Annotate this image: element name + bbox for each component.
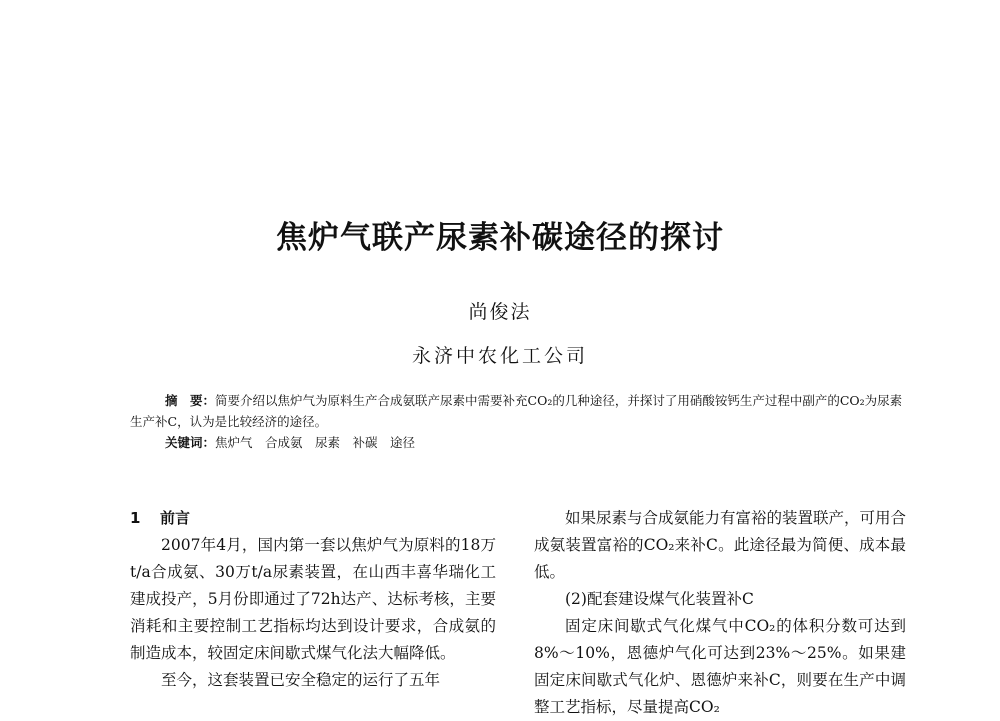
author-name: 尚俊法 <box>468 301 532 323</box>
body-paragraph: 2007年4月，国内第一套以焦炉气为原料的18万t/a合成氨、30万t/a尿素装置，在山西丰喜华瑞化工建成投产，5月份即通过了72h达产、达标考核，主要消耗和主要控制工艺指标均达到设计要求，合成氨的制造成本，较固定床间歇式煤气化法大幅降低。 <box>130 536 496 662</box>
keywords-text: 焦炉气 合成氨 尿素 补碳 途径 <box>215 435 416 450</box>
subsection-heading: (2)配套建设煤气化装置补C <box>565 590 754 608</box>
paper-title: 焦炉气联产尿素补碳途径的探讨 <box>276 220 724 256</box>
section-heading <box>130 505 496 532</box>
section-title: 前言 <box>160 509 191 527</box>
abstract-paragraph <box>130 390 906 432</box>
body-paragraph: 如果尿素与合成氨能力有富裕的装置联产，可用合成氨装置富裕的CO₂来补C。此途径最为简便、成本最低。 <box>534 509 907 581</box>
author-affiliation: 永济中农化工公司 <box>411 345 588 367</box>
right-column <box>534 505 906 721</box>
abstract-text: 简要介绍以焦炉气为原料生产合成氨联产尿素中需要补充CO₂的几种途径，并探讨了用硝酸铵钙生产过程中副产的CO₂为尿素生产补C，认为是比较经济的途径。 <box>130 393 903 429</box>
section-number: 1 <box>130 509 141 527</box>
keywords-paragraph <box>130 432 906 453</box>
left-column <box>130 505 496 694</box>
abstract-label: 摘 要： <box>165 393 216 408</box>
body-paragraph: 固定床间歇式气化煤气中CO₂的体积分数可达到8%～10%，恩德炉气化可达到23%～25%。如果建固定床间歇式气化炉、恩德炉来补C，则要在生产中调整工艺指标，尽量提高CO₂ <box>534 617 906 716</box>
body-paragraph: 至今，这套装置已安全稳定的运行了五年 <box>161 671 441 689</box>
abstract-block <box>130 390 906 453</box>
keywords-label: 关键词： <box>165 435 216 450</box>
